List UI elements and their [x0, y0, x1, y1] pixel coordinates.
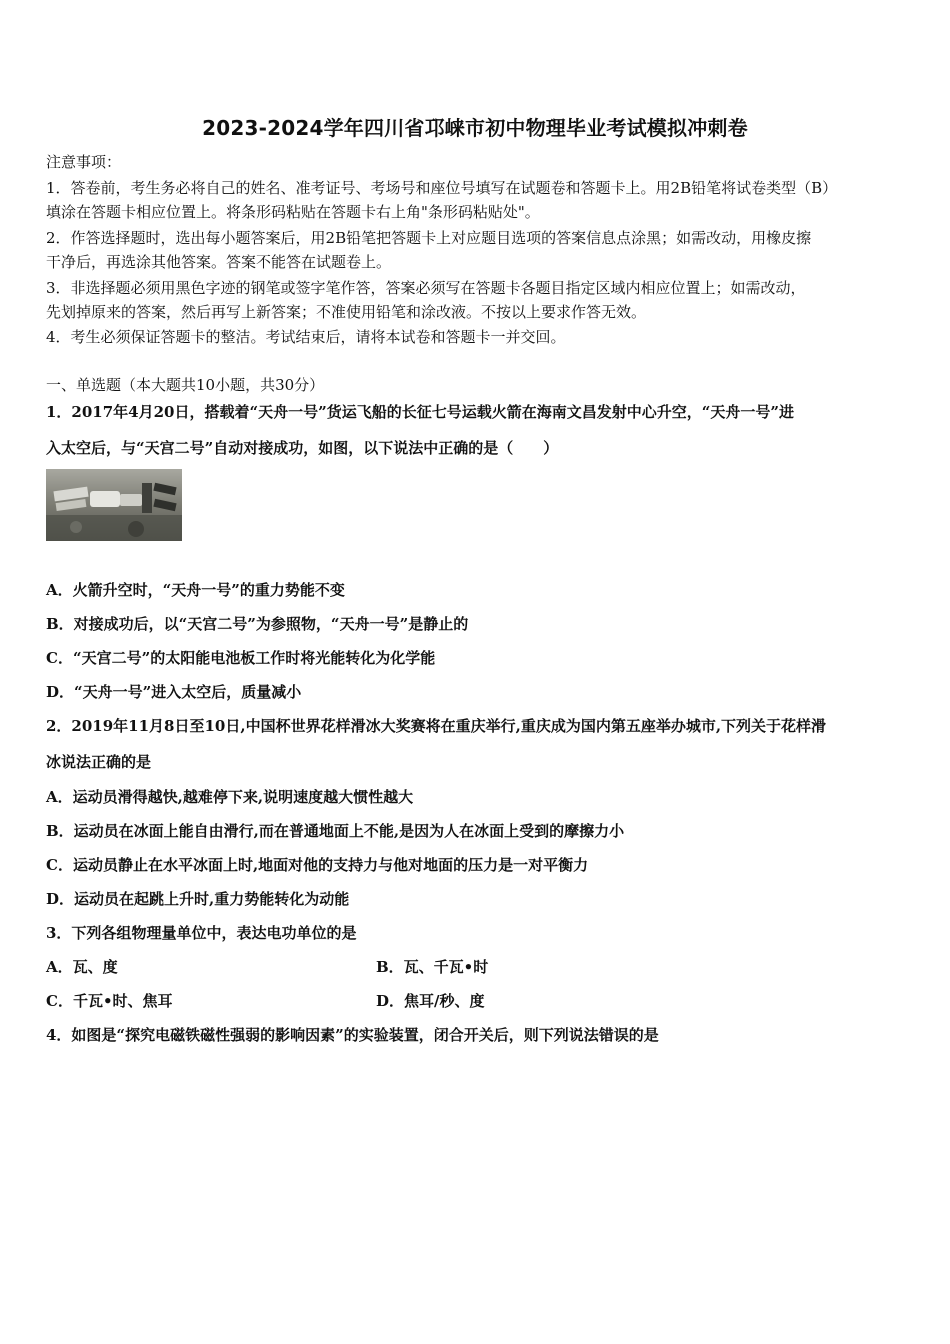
question-3-stem: 3．下列各组物理量单位中，表达电功单位的是 — [46, 924, 357, 942]
question-3-option-b: B．瓦、千瓦•时 — [376, 958, 489, 976]
question-2-option-c: C．运动员静止在水平冰面上时,地面对他的支持力与他对地面的压力是一对平衡力 — [46, 856, 589, 874]
notice-line: 2．作答选择题时，选出每小题答案后，用2B铅笔把答题卡上对应题目选项的答案信息点涂黑；如需改动，用橡皮擦 — [46, 229, 812, 247]
notice-line: 干净后，再选涂其他答案。答案不能答在试题卷上。 — [46, 253, 392, 271]
question-1-option-b: B．对接成功后，以“天宫二号”为参照物，“天舟一号”是静止的 — [46, 615, 469, 633]
question-2-stem: 2．2019年11月8日至10日,中国杯世界花样滑冰大奖赛将在重庆举行,重庆成为国内第五座举办城市,下列关于花样滑 — [46, 717, 827, 735]
spacecraft-docking-image — [46, 469, 182, 541]
question-1-stem: 1．2017年4月20日，搭载着“天舟一号”货运飞船的长征七号运载火箭在海南文昌发射中心升空，“天舟一号”进 — [46, 403, 795, 421]
notice-line: 4．考生必须保证答题卡的整洁。考试结束后，请将本试卷和答题卡一并交回。 — [46, 328, 566, 346]
question-3-option-a: A．瓦、度 — [46, 958, 118, 976]
page-title: 2023-2024学年四川省邛崃市初中物理毕业考试模拟冲刺卷 — [202, 116, 748, 140]
question-2-option-b: B．运动员在冰面上能自由滑行,而在普通地面上不能,是因为人在冰面上受到的摩擦力小 — [46, 822, 625, 840]
spacecraft-photo-icon — [46, 469, 182, 541]
question-2-option-a: A．运动员滑得越快,越难停下来,说明速度越大惯性越大 — [46, 788, 414, 806]
notice-line: 先划掉原来的答案，然后再写上新答案；不准使用铅笔和涂改液。不按以上要求作答无效。 — [46, 303, 647, 321]
question-2-stem-cont: 冰说法正确的是 — [46, 753, 152, 771]
question-3-option-d: D．焦耳/秒、度 — [376, 992, 485, 1010]
question-3-option-c: C．千瓦•时、焦耳 — [46, 992, 173, 1010]
notice-line: 3．非选择题必须用黑色字迹的钢笔或签字笔作答，答案必须写在答题卡各题目指定区域内相应位置上；如需改动， — [46, 279, 806, 297]
question-1-option-d: D．“天舟一号”进入太空后，质量减小 — [46, 683, 302, 701]
question-4-stem: 4．如图是“探究电磁铁磁性强弱的影响因素”的实验装置，闭合开关后，则下列说法错误的是 — [46, 1026, 659, 1044]
question-2-option-d: D．运动员在起跳上升时,重力势能转化为动能 — [46, 890, 350, 908]
notice-line: 1．答卷前，考生务必将自己的姓名、准考证号、考场号和座位号填写在试题卷和答题卡上。用2B铅笔将试卷类型（B） — [46, 179, 838, 197]
notice-line: 填涂在答题卡相应位置上。将条形码粘贴在答题卡右上角"条形码粘贴处"。 — [46, 203, 540, 221]
question-1-option-c: C．“天宫二号”的太阳能电池板工作时将光能转化为化学能 — [46, 649, 436, 667]
section-heading: 一、单选题（本大题共10小题，共30分） — [46, 376, 325, 394]
question-1-option-a: A．火箭升空时，“天舟一号”的重力势能不变 — [46, 581, 345, 599]
question-1-stem-cont: 入太空后，与“天宫二号”自动对接成功，如图，以下说法中正确的是（ ） — [46, 439, 559, 457]
notice-heading: 注意事项： — [46, 153, 122, 171]
